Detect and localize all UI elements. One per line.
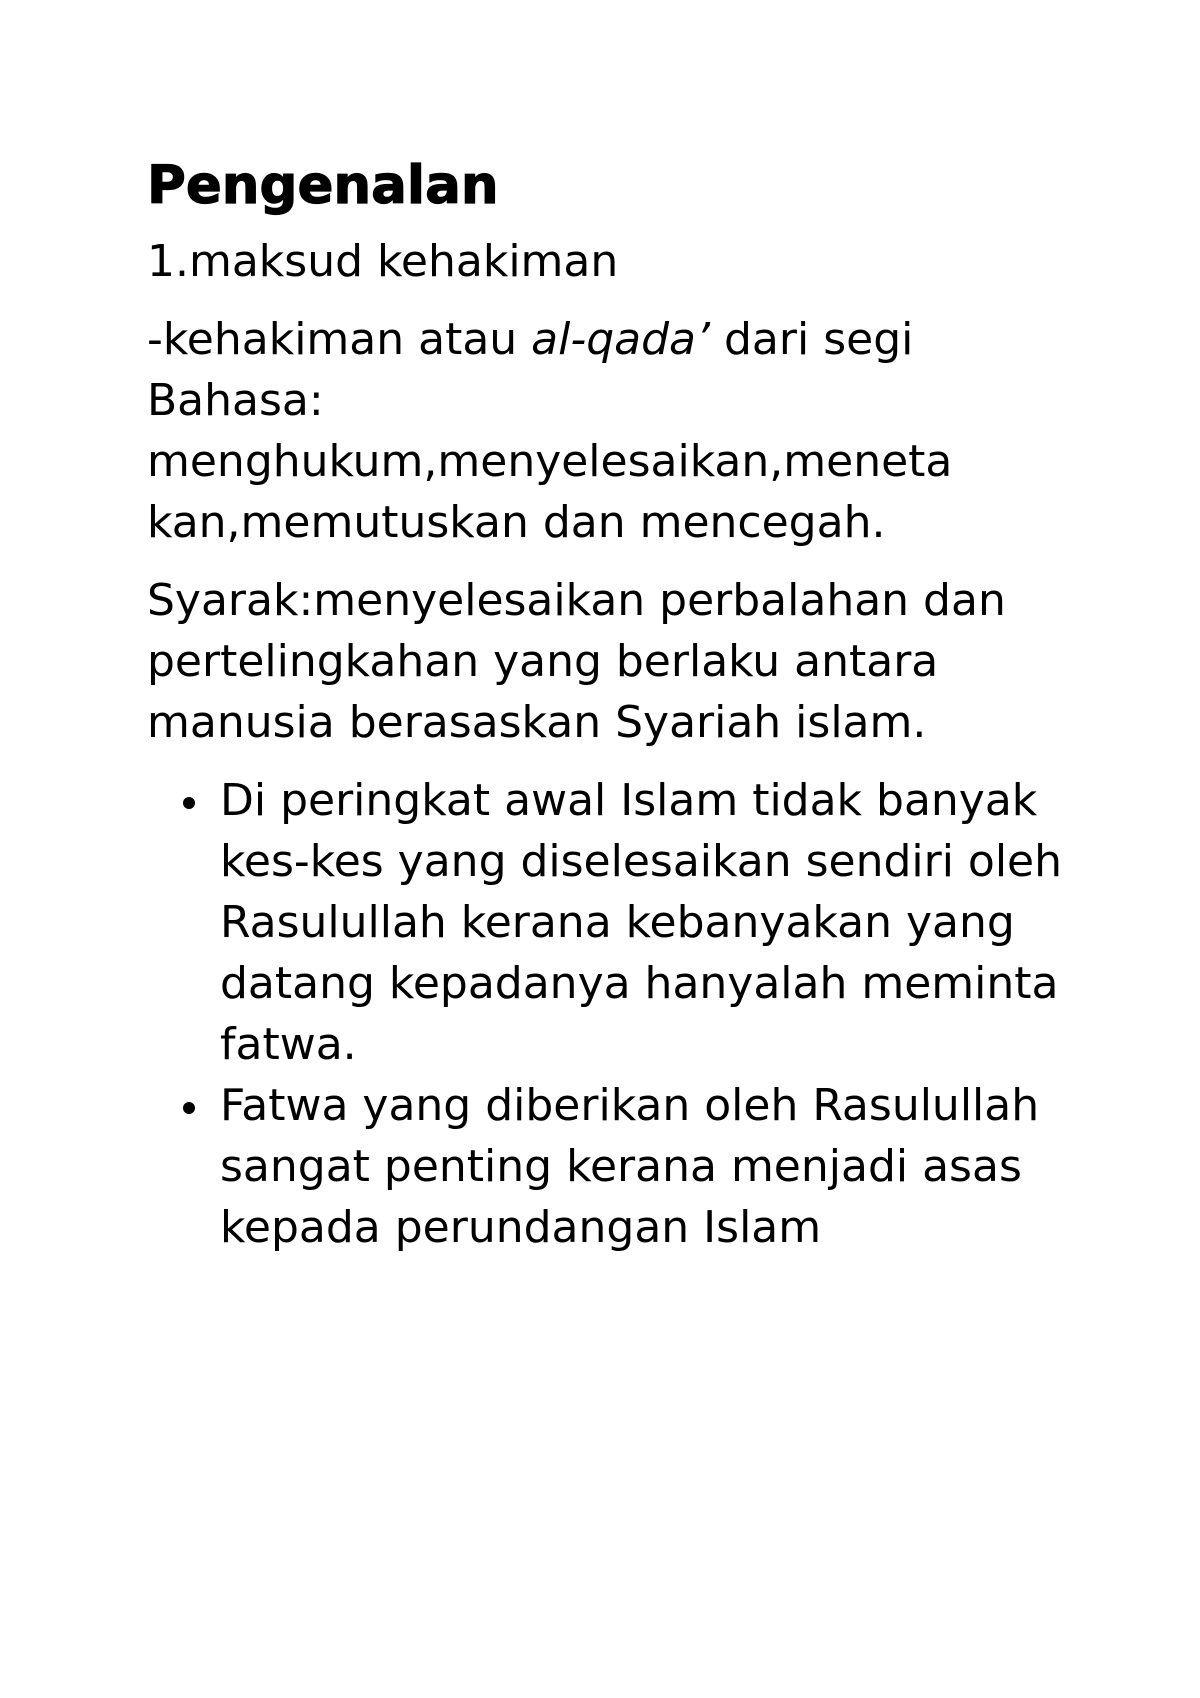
list-item — [147, 1075, 1100, 1258]
bullet-list — [147, 770, 1077, 1258]
syarak-paragraph: Syarak:menyelesaikan perbalahan dan pertelingkahan yang berlaku antara manusia berasaskan Syariah islam. — [147, 575, 1006, 748]
bullet-text: Fatwa yang diberikan oleh Rasulullah sangat penting kerana menjadi asas kepada perundangan Islam — [220, 1080, 1040, 1253]
bahasa-line-1: menghukum,menyelesaikan,meneta — [147, 436, 953, 487]
bullet-icon — [183, 797, 195, 809]
bullet-text: Di peringkat awal Islam tidak banyak kes-kes yang diselesaikan sendiri oleh Rasulullah kerana kebanyakan yang datang kepadanya hanyalah meminta fatwa. — [220, 775, 1063, 1070]
page-heading: Pengenalan — [147, 155, 499, 216]
definition-term: al-qada’ — [531, 314, 711, 365]
list-item — [147, 770, 1100, 1075]
bullet-icon — [183, 1102, 195, 1114]
definition-paragraph — [147, 309, 1077, 553]
definition-suffix: dari segi — [710, 314, 914, 365]
definition-prefix: -kehakiman atau — [147, 314, 532, 365]
bahasa-label: Bahasa: — [147, 375, 324, 426]
section-title: 1.maksud kehakiman — [147, 236, 619, 287]
bahasa-line-2: kan,memutuskan dan mencegah. — [147, 497, 886, 548]
document-page — [147, 155, 1077, 1258]
